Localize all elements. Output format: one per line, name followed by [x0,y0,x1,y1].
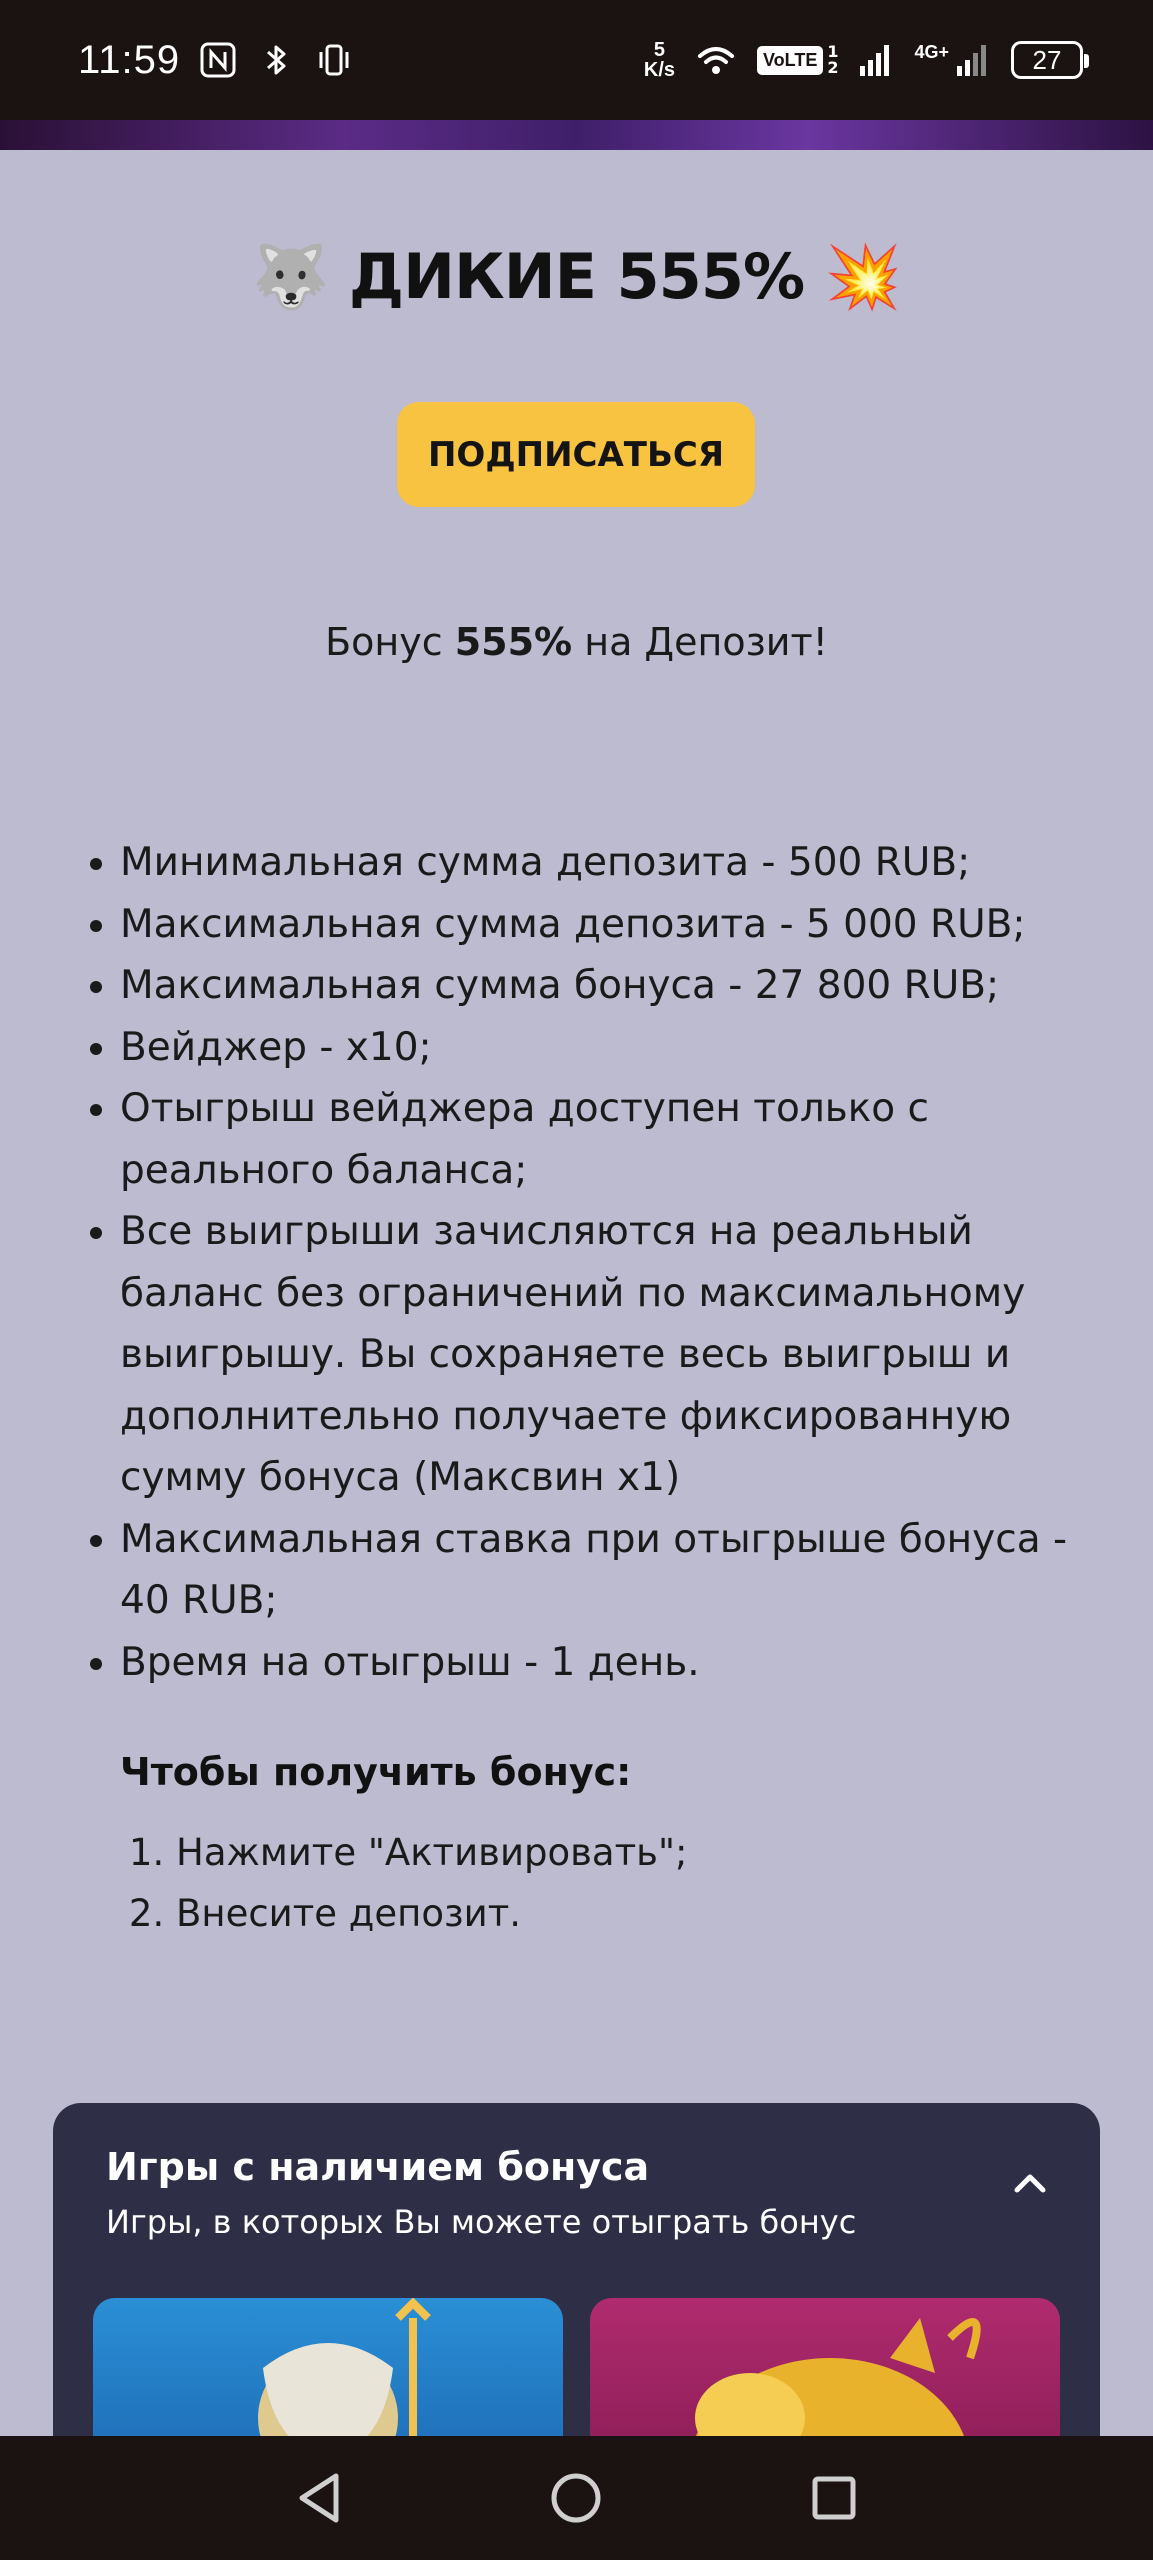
condition-item: • Минимальная сумма депозита - 500 RUB; [120,832,1070,894]
back-button[interactable] [289,2468,349,2528]
recents-button[interactable] [804,2468,864,2528]
sim-indicator [827,44,838,76]
wifi-icon [693,40,739,80]
bonus-summary [0,620,1153,664]
battery-icon [1011,41,1083,79]
clock: 11:59 [78,37,181,82]
chevron-up-icon[interactable] [1010,2163,1050,2203]
home-circle-icon [548,2470,604,2526]
net-speed [644,40,675,80]
bonus-value: 555% [454,620,573,664]
signal-icon-1 [856,40,896,80]
bonus-prefix: Бонус [325,620,455,664]
status-bar [0,0,1153,120]
conditions-list [70,832,1070,1693]
bluetooth-icon [256,40,296,80]
step-item: 1. Нажмите "Активировать"; [176,1822,687,1883]
howto-title: Чтобы получить бонус: [120,1750,632,1794]
net-speed-value: 5 [653,39,665,61]
subscribe-button[interactable]: ПОДПИСАТЬСЯ [397,402,755,507]
system-nav-bar [0,2436,1153,2560]
condition-item: • Все выигрыши зачисляются на реальный баланс без ограничений по максимальному выигрышу. Вы сохраняете весь выигрыш и дополнительно получаете фиксированную сумму бонуса (Максвин x1) [120,1201,1070,1509]
network-label: 4G+ [914,41,949,62]
condition-item: • Максимальная сумма бонуса - 27 800 RUB; [120,955,1070,1017]
sim-bottom: 2 [827,58,839,77]
condition-item: • Отыгрыш вейджера доступен только с реального баланса; [120,1078,1070,1201]
condition-item: • Максимальная ставка при отыгрыше бонуса - 40 RUB; [120,1509,1070,1632]
promo-title: 🐺 ДИКИЕ 555% 💥 [252,240,901,313]
step-item: 2. Внесите депозит. [176,1883,687,1944]
volte-label: VoLTE [757,46,823,75]
home-button[interactable] [546,2468,606,2528]
volte-indicator [757,44,838,76]
condition-item: • Вейджер - x10; [120,1017,1070,1079]
chevron-up-svg [1013,2172,1047,2194]
battery-level: 27 [1032,44,1062,75]
signal-icon-2 [953,40,993,80]
sim-top: 1 [827,42,839,61]
banner-strip [0,120,1153,150]
condition-item: • Время на отыгрыш - 1 день. [120,1632,1070,1694]
back-triangle-icon [294,2470,344,2526]
net-speed-unit: K/s [643,59,675,81]
condition-item: • Максимальная сумма депозита - 5 000 RUB; [120,894,1070,956]
recents-square-icon [809,2473,859,2523]
status-left [78,38,354,83]
vibrate-icon [314,40,354,80]
status-right [644,40,1083,80]
bonus-suffix: на Депозит! [572,620,828,664]
nfc-icon [198,40,238,80]
steps-list [120,1822,687,1944]
games-title: Игры с наличием бонуса [106,2145,650,2189]
games-subtitle: Игры, в которых Вы можете отыграть бонус [106,2203,857,2241]
